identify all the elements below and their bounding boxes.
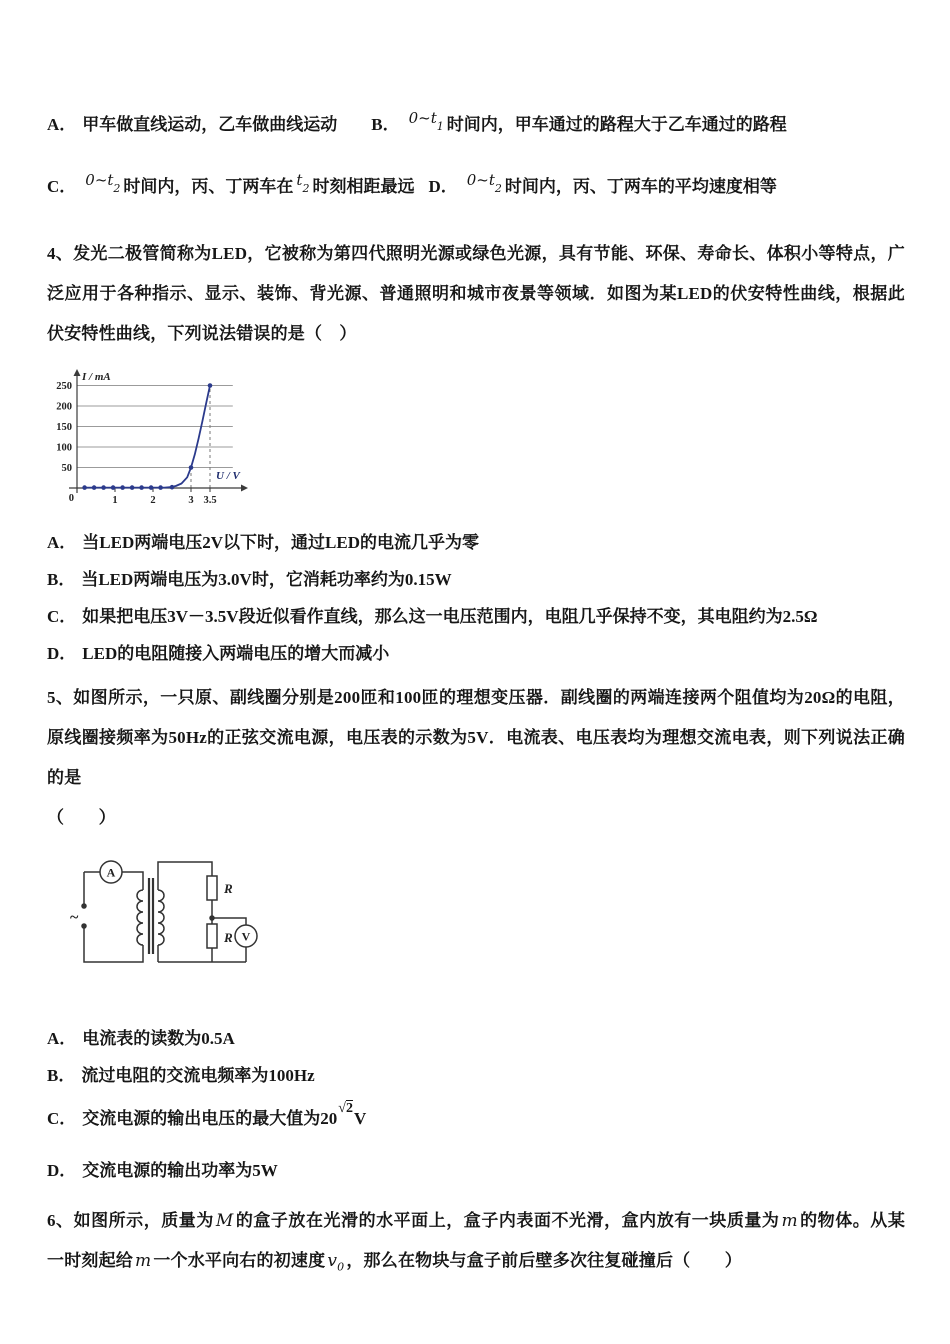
variable-v: v (327, 1251, 338, 1271)
q5-stem-text: 5、如图所示，一只原、副线圈分别是200匝和100匝的理想变压器．副线圈的两端连接两个阻值均为20Ω的电阻，原线圈接频率为50Hz的正弦交流电源，电压表的示数为5V．电流表、电压表均为理想交流电表，则下列说法正确的是 (47, 688, 905, 787)
q3-option-d (428, 172, 776, 208)
q6-text: 6、如图所示，质量为 (47, 1211, 214, 1230)
data-point (139, 485, 144, 490)
data-point (120, 485, 125, 490)
y-axis-arrow (74, 369, 81, 376)
iv-curve (83, 386, 210, 488)
junction-dot (210, 916, 214, 920)
option-letter-b: B． (371, 115, 400, 134)
data-point (82, 485, 87, 490)
option-text: 当LED两端电压为3.0V时，它消耗功率约为0.15W (81, 570, 452, 589)
x-axis-title: U / V (216, 470, 240, 482)
option-text: LED的电阻随接入两端电压的增大而减小 (82, 644, 390, 663)
option-letter-a: A． (47, 115, 77, 134)
q4-option-c (47, 598, 905, 635)
option-letter-c: C． (47, 607, 77, 626)
ammeter-label: A (106, 865, 116, 880)
q3-option-b (371, 110, 786, 146)
q4-options (47, 524, 905, 672)
resistor-bottom-box (207, 924, 217, 948)
resistor-bottom-label: R (224, 930, 233, 945)
formula-interval-t2 (464, 171, 505, 195)
source-terminal-top (82, 904, 86, 908)
formula-subscript: 1 (436, 120, 444, 133)
q5-option-b (47, 1057, 905, 1094)
x-axis-arrow (241, 485, 248, 492)
transformer-circuit (59, 848, 271, 976)
variable-v0 (325, 1251, 346, 1274)
option-text: 如果把电压3V－3.5V段近似看作直线，那么这一电压范围内，电阻几乎保持不变，其电阻约为2.5Ω (82, 607, 818, 626)
x-tick-label: 3 (188, 495, 194, 506)
formula-text: 0~t (85, 171, 114, 189)
formula-subscript: 2 (494, 182, 502, 195)
x-tick-label: 3.5 (203, 495, 217, 506)
q4-option-a (47, 524, 905, 561)
resistor-top-box (207, 876, 217, 900)
option-text: V (353, 1109, 367, 1128)
q3-options-row-ab (47, 110, 905, 146)
q4-stem: 4、发光二极管简称为LED，它被称为第四代照明光源或绿色光源，具有节能、环保、寿命长、体积小等特点，广泛应用于各种指示、显示、装饰、背光源、普通照明和城市夜景等领域．如图为某LED的伏安特性曲线，根据此伏安特性曲线，下列说法错误的是（ ） (47, 244, 905, 343)
data-point (92, 485, 97, 490)
option-text: 甲车做直线运动，乙车做曲线运动 (82, 115, 338, 134)
formula-interval-t1 (406, 109, 447, 133)
q5-stem (47, 678, 905, 798)
y-tick-label: 150 (56, 422, 72, 433)
q5-options (47, 1020, 905, 1189)
formula-text: 0~t (466, 171, 495, 189)
option-text: 电流表的读数为0.5A (82, 1029, 235, 1048)
ac-source-label: ~ (70, 909, 79, 926)
led-iv-chart-figure (47, 366, 905, 518)
formula-subscript: 2 (113, 182, 121, 195)
option-letter-b: B． (47, 570, 76, 589)
data-point (170, 485, 175, 490)
option-letter-d: D． (47, 644, 77, 663)
q5-option-c (47, 1100, 905, 1139)
variable-v-subscript: 0 (337, 1260, 345, 1274)
formula-subscript: 2 (302, 182, 310, 195)
q4-option-d (47, 635, 905, 672)
transformer-core (149, 878, 153, 954)
option-text: 时间内，甲车通过的路程大于乙车通过的路程 (446, 115, 787, 134)
option-letter-c: C． (47, 177, 77, 196)
option-letter-a: A． (47, 533, 77, 552)
secondary-coil (158, 890, 164, 945)
option-letter-b: B． (47, 1066, 76, 1085)
data-point (101, 485, 106, 490)
option-letter-a: A． (47, 1029, 77, 1048)
data-point (158, 485, 163, 490)
q6-stem (47, 1201, 905, 1287)
voltmeter-label: V (241, 929, 251, 944)
source-terminal-bottom (82, 924, 86, 928)
q4-option-b (47, 561, 905, 598)
transformer-circuit-figure (59, 848, 905, 978)
q6-text: 的盒子放在光滑的水平面上，盒子内表面不光滑，盒内放有一块质量为 (235, 1211, 780, 1230)
option-letter-c: C． (47, 1109, 77, 1128)
q5-option-d (47, 1152, 905, 1189)
formula-text: t (296, 171, 303, 189)
option-letter-d: D． (47, 1161, 77, 1180)
formula-text: 0~t (408, 109, 437, 127)
y-tick-label: 250 (56, 381, 72, 392)
q3-options-row-cd (47, 172, 905, 208)
q5-answer-paren: （ ） (47, 808, 116, 827)
formula-t2 (293, 171, 312, 195)
option-letter-d: D． (428, 177, 458, 196)
option-text: 时刻相距最远 (312, 177, 415, 196)
x-tick-label: 2 (150, 495, 156, 506)
y-tick-label: 100 (56, 442, 72, 454)
x-tick-label: 1 (112, 495, 118, 506)
y-axis-title: I / mA (82, 371, 111, 383)
q5-option-a (47, 1020, 905, 1057)
q6-text: 的物体。从某一时刻起给 (47, 1211, 906, 1270)
secondary-loop-wires (158, 862, 246, 962)
q6-text: ，那么在物块与盒子前后壁多次往复碰撞后（ ） (346, 1251, 742, 1270)
option-text: 时间内，丙、丁两车的平均速度相等 (504, 177, 777, 196)
data-point (130, 485, 135, 490)
data-point (111, 485, 116, 490)
variable-m: m (135, 1251, 152, 1271)
option-text: 交流电源的输出电压的最大值为20 (82, 1109, 338, 1128)
led-iv-chart (47, 366, 262, 518)
radical-sign: √ (338, 1101, 346, 1116)
option-text: 交流电源的输出功率为5W (82, 1161, 278, 1180)
data-point (189, 465, 194, 470)
radical-number: 2 (345, 1101, 353, 1116)
data-point (208, 383, 213, 388)
formula-interval-t2 (82, 171, 123, 195)
resistor-top-label: R (224, 881, 233, 896)
data-point (149, 485, 154, 490)
q3-option-c (47, 172, 414, 208)
y-tick-label: 50 (61, 463, 72, 474)
primary-loop-wires (84, 872, 143, 962)
q6-text: 一个水平向右的初速度 (153, 1251, 326, 1270)
option-text: 流过电阻的交流电频率为100Hz (81, 1066, 315, 1085)
sqrt-2-radical (337, 1101, 354, 1116)
q3-option-a (47, 110, 337, 140)
variable-M: M (215, 1211, 234, 1231)
option-text: 当LED两端电压2V以下时，通过LED的电流几乎为零 (82, 533, 479, 552)
variable-m: m (781, 1211, 798, 1231)
y-tick-label: 200 (56, 401, 72, 413)
primary-coil (137, 890, 143, 945)
origin-label: 0 (68, 493, 74, 504)
option-text: 时间内，丙、丁两车在 (123, 177, 294, 196)
